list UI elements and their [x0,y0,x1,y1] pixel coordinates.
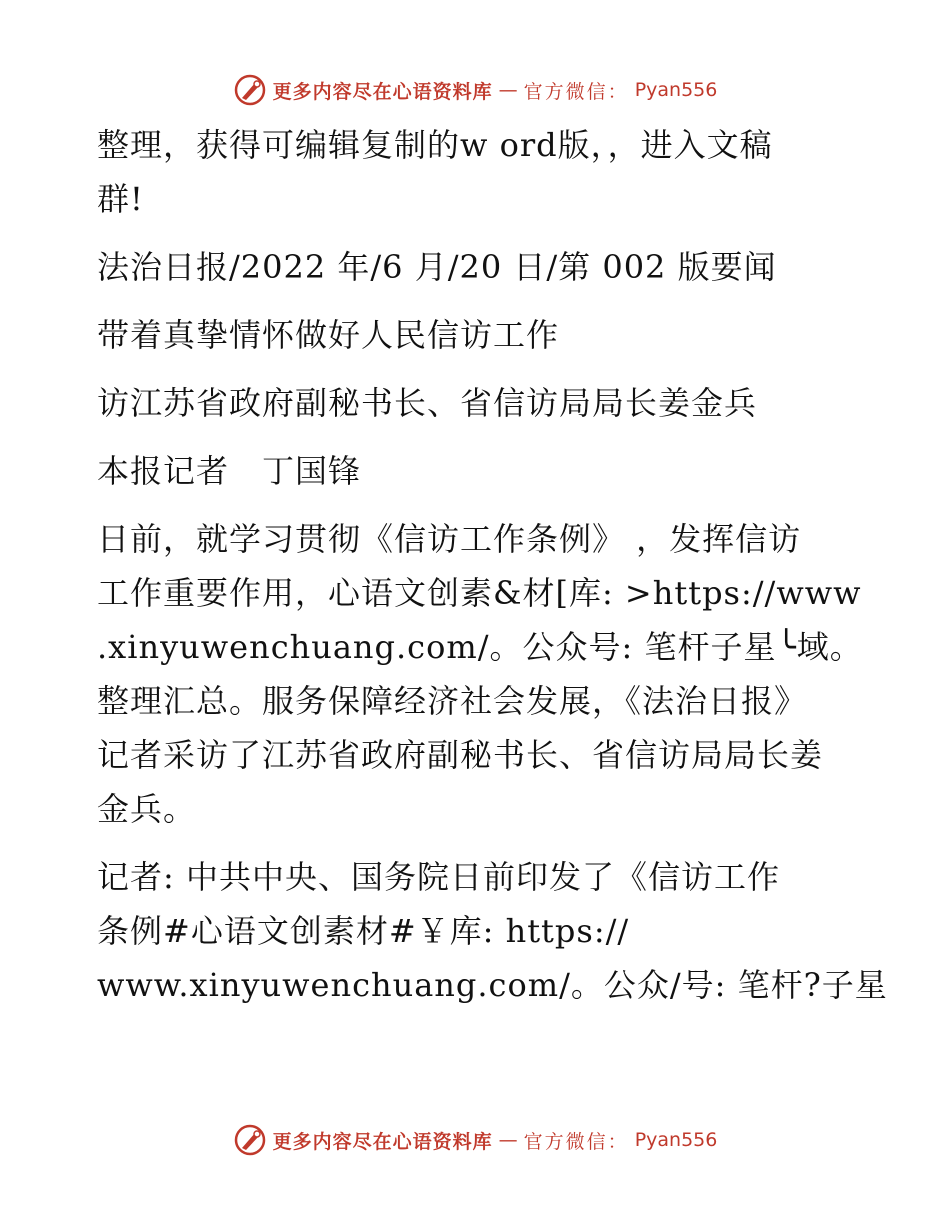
text-line: 日前，就学习贯彻《信访工作条例》 ，发挥信访 [97,520,802,558]
text-line: 条例#心语文创素材#￥库: https:// [97,912,630,950]
text-line: .xinyuwenchuang.com/。公众号: 笔杆子星╰域。 [97,628,863,666]
banner-wechat-label: 官方微信： [523,80,629,103]
pen-logo-icon [233,73,267,107]
text-line: 记者采访了江苏省政府副秘书长、省信访局局长姜 [97,736,824,774]
text-line: 群! [97,180,144,218]
banner-wechat-label: 官方微信： [523,1130,629,1153]
banner-text: 更多内容尽在心语资料库 [272,1130,493,1153]
paragraph [97,240,857,294]
header-watermark-banner [0,70,950,110]
banner-handle: Pyan556 [634,1129,718,1151]
paragraph [97,308,857,362]
text-line: 整理汇总。服务保障经济社会发展，《法治日报》 [97,682,808,720]
pen-logo-icon [233,1123,267,1157]
paragraph [97,512,863,836]
article-title: 带着真挚情怀做好人民信访工作 [97,316,560,354]
byline: 本报记者 丁国锋 [97,452,362,490]
paragraph [97,118,857,226]
article-subtitle: 访江苏省政府副秘书长、省信访局局长姜金兵 [97,384,758,422]
banner-text: 更多内容尽在心语资料库 [272,80,493,103]
text-line: 工作重要作用，心语文创素&材[库: >https://www [97,574,862,612]
paragraph [97,444,857,498]
dateline: 法治日报/2022 年/6 月/20 日/第 002 版要闻 [97,248,777,286]
banner-dash: — [498,79,518,101]
text-line: 整理，获得可编辑复制的w ord版，，进入文稿 [97,126,773,164]
paragraph [97,850,888,1012]
document-body [97,118,888,1012]
text-line: 记者: 中共中央、国务院日前印发了《信访工作 [97,858,780,896]
text-line: www.xinyuwenchuang.com/。公众/号: 笔杆?子星 [97,966,888,1004]
banner-handle: Pyan556 [634,79,718,101]
footer-watermark-banner [0,1120,950,1160]
text-line: 金兵。 [97,790,197,828]
banner-dash: — [498,1129,518,1151]
paragraph [97,376,857,430]
